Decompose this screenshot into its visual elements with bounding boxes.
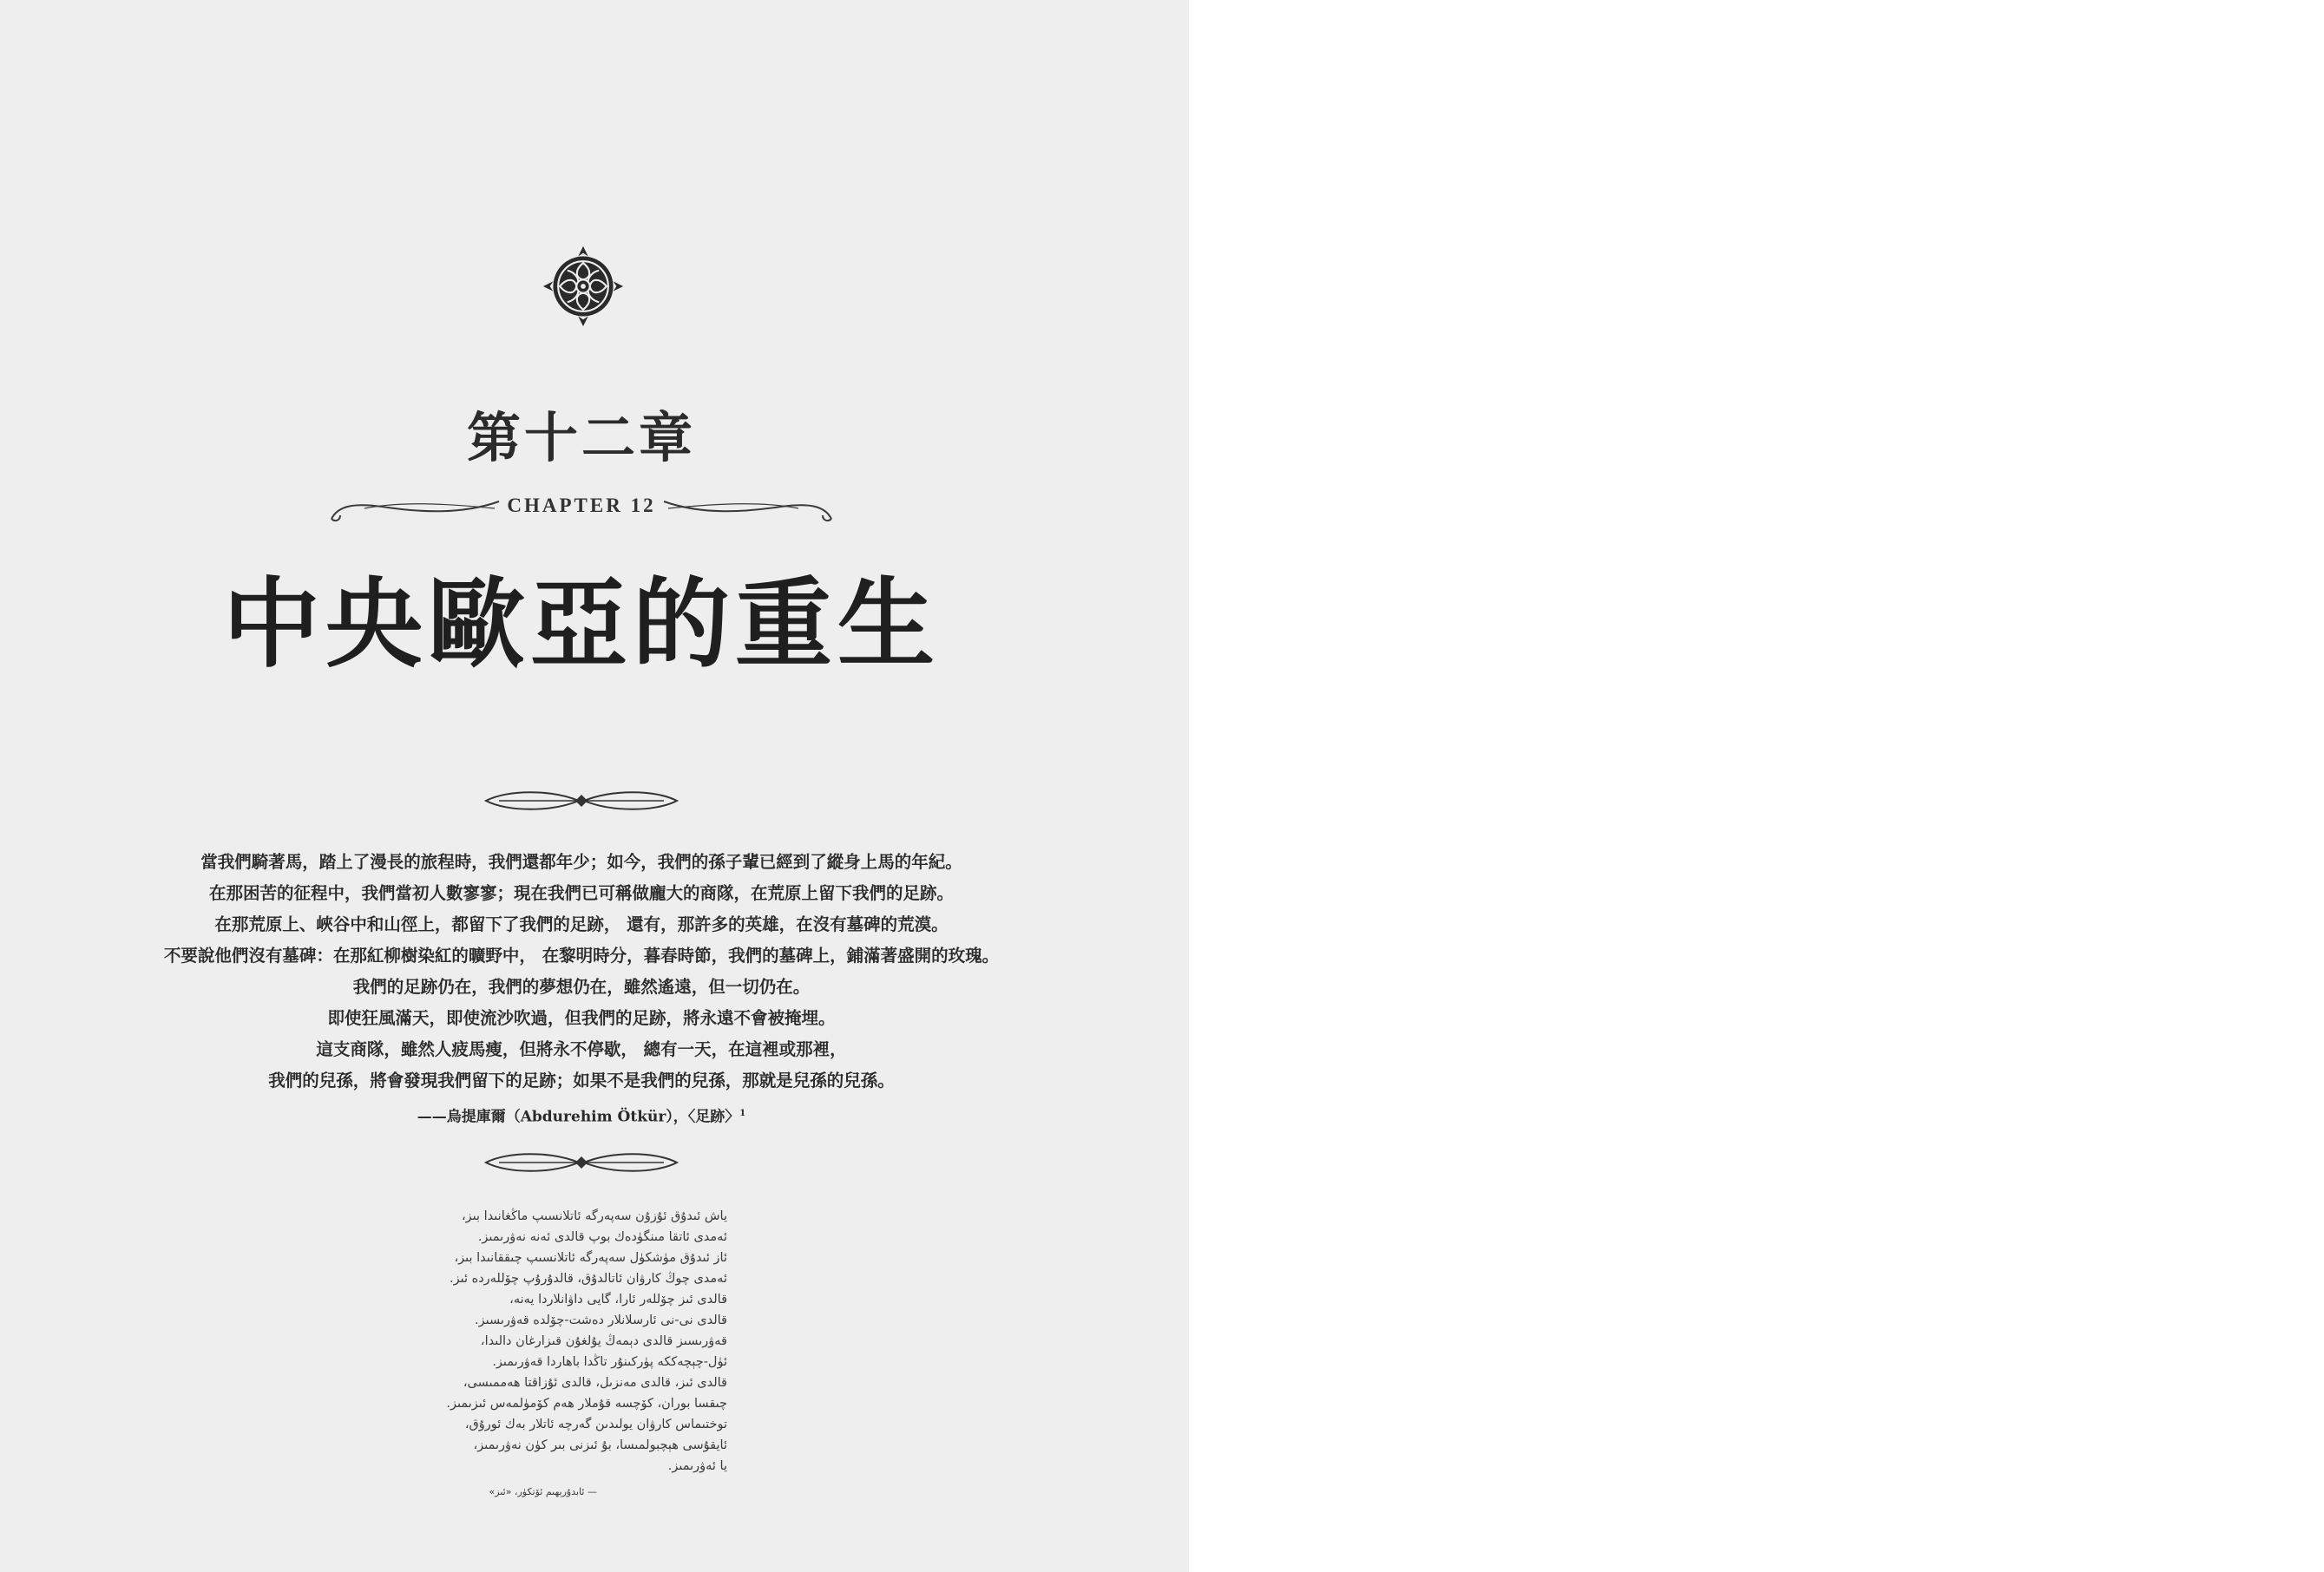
uyghur-line: قالدى ئىز چۆللەر ئارا، گايى داۋانلاردا يەنە، (509, 1293, 727, 1307)
divider-ornament-icon (482, 1150, 681, 1176)
poem-attribution (0, 1098, 1163, 1133)
poem-attribution-text: ——烏提庫爾（Abdurehim Ötkür），〈足跡〉 (417, 1108, 740, 1126)
poem-line: 即使狂風滿天，即使流沙吹過，但我們的足跡，將永遠不會被掩埋。 (327, 1008, 836, 1028)
uyghur-line: قالدى نى-نى ئارسلانلار دەشت-چۆلدە قەۋرىسىز. (474, 1313, 727, 1327)
uyghur-line: ئايقۇسى ھېچبولمىسا، بۇ ئىزنى بىر كۈن نەۋرىمىز، (473, 1438, 727, 1452)
rosette-ornament-icon (542, 245, 625, 328)
divider-ornament-icon (482, 788, 681, 814)
poem-line: 這支商隊，雖然人疲馬瘦，但將永不停歇， 總有一天，在這裡或那裡， (316, 1039, 847, 1059)
uyghur-line: چىقسا بوران، كۆچسە قۇملار ھەم كۆمۈلمەس ئىزىمىز. (446, 1397, 727, 1411)
uyghur-line: يا ئەۋرىمىز. (667, 1459, 727, 1473)
poem-line: 我們的足跡仍在，我們的夢想仍在，雖然遙遠，但一切仍在。 (352, 977, 811, 997)
right-page-blank (1189, 0, 2324, 1572)
poem-line: 我們的兒孫，將會發現我們留下的足跡；如果不是我們的兒孫，那就是兒孫的兒孫。 (268, 1071, 895, 1091)
chapter-label-row (330, 486, 833, 529)
uyghur-source: — ئابدۇرېھىم ئۆتكۈر، «ئىز» (489, 1486, 597, 1497)
uyghur-line: ياش ئىدۇق ئۇزۇن سەپەرگە ئاتلانسىپ ماڭغانىدا بىز، (461, 1209, 727, 1223)
poem-line: 當我們騎著馬，踏上了漫長的旅程時，我們還都年少；如今，我們的孫子輩已經到了縱身上馬的年紀。 (200, 852, 962, 872)
poem-line: 不要說他們沒有墓碑：在那紅柳樹染紅的曠野中， 在黎明時分，暮春時節，我們的墓碑上，鋪滿著盛開的玫瑰。 (163, 946, 1000, 966)
poem-line: 在那荒原上、峽谷中和山徑上，都留下了我們的足跡， 還有，那許多的英雄，在沒有墓碑的荒漠。 (214, 914, 949, 934)
uyghur-line: ئەمدى ئاتقا مىنگۈدەك بوپ قالدى ئەنە نەۋرىمىز. (477, 1230, 727, 1244)
flourish-right-icon (660, 486, 833, 529)
chapter-title: 中央歐亞的重生 (223, 567, 940, 681)
uyghur-line: ئەمدى چوڭ كارۋان ئاتالدۇق، قالدۇرۇپ چۆللەردە ئىز. (449, 1272, 727, 1286)
footnote-marker[interactable]: 1 (739, 1109, 746, 1118)
uyghur-line: ئاز ئىدۇق مۈشكۈل سەپەرگە ئاتلانسىپ چىققانىدا بىز، (454, 1251, 727, 1265)
uyghur-poem (408, 1206, 727, 1503)
uyghur-line: ئۈل-چېچەككە پۈركىنۇر تاڭدا باھاردا قەۋرىمىز. (492, 1355, 727, 1369)
uyghur-line: توختىماس كارۋان يولىدىن گەرچە ئاتلار بەك ئورۇق، (464, 1418, 727, 1431)
poem-line: 在那困苦的征程中，我們當初人數寥寥；現在我們已可稱做龐大的商隊，在荒原上留下我們的足跡。 (208, 883, 954, 903)
chapter-number-en: CHAPTER 12 (507, 495, 656, 516)
uyghur-line: قالدى ئىز، قالدى مەنزىل، قالدى ئۇزاقتا ھەممىسى، (463, 1376, 727, 1390)
chapter-number-cjk: 第十二章 (466, 406, 696, 469)
uyghur-line: قەۋرىسىز قالدى دېمەڭ يۇلغۇن قىزارغان دالىدا، (480, 1334, 727, 1348)
epigraph-poem (0, 847, 1163, 1133)
